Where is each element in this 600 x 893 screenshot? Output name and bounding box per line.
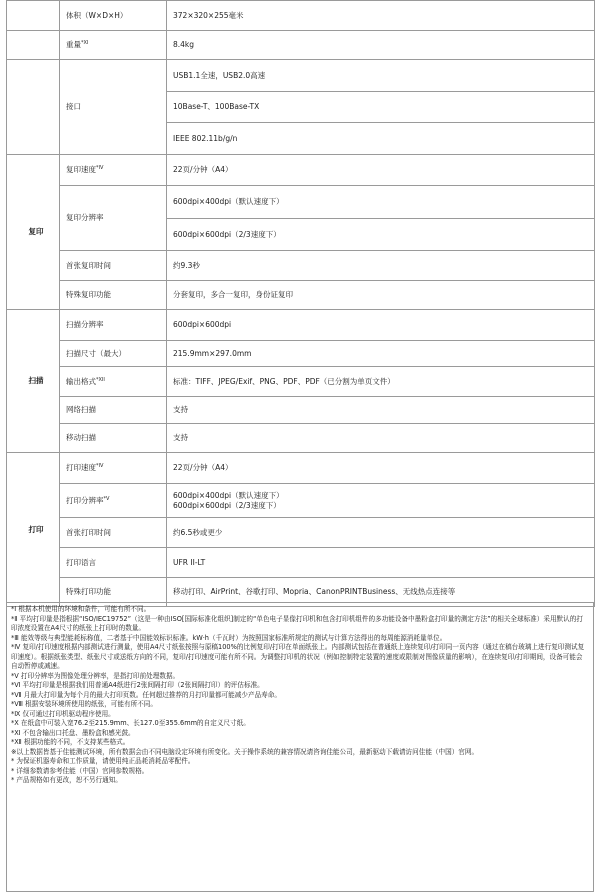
copy-special-label: 特殊复印功能 [60, 281, 167, 310]
footnote: *Ⅹ 在纸盒中可装入宽76.2至215.9mm、长127.0至355.6mm的自定义尺寸纸。 [11, 719, 250, 727]
footnote: *Ⅳ 复印/打印速度根据内部测试进行测量，使用A4尺寸纸张按照与原稿100%的比例复印/打印在单面纸张上。内部测试包括在普通纸上连续复印/打印同一页内容（通过在稿台玻璃上进行复印测试复印速度）。根据纸张类型、纸张尺寸或送纸方向的不同，复印/打印速度可能有所不同。为调整打印机的状况（例如控制特定装置的速度或限制对图像质量的影响），在连续复印/打印期间，设备可能会自动暂停或减速。 [11, 643, 585, 670]
footnote: *Ⅵ 平均打印量是根据我们用普通A4纸进行2张间隔打印（2张间隔打印）的评估标准。 [11, 681, 264, 689]
copy-resolution-value: 600dpi×600dpi（2/3速度下） [167, 219, 595, 251]
table-row [7, 397, 595, 424]
print-resolution-value: 600dpi×600dpi（2/3速度下） [173, 500, 281, 510]
category-copy: 复印 [7, 155, 60, 310]
table-row [7, 548, 595, 578]
interface-value: IEEE 802.11b/g/n [167, 123, 595, 155]
table-row [7, 60, 595, 92]
first-print-label: 首张打印时间 [60, 518, 167, 548]
table-row [7, 424, 595, 453]
note-ref: *V [103, 495, 110, 502]
copy-speed-value: 22页/分钟（A4） [167, 155, 595, 186]
scan-resolution-value: 600dpi×600dpi [167, 310, 595, 341]
table-row [7, 484, 595, 518]
table-row [7, 1, 595, 31]
category-scan: 扫描 [7, 310, 60, 453]
spec-table [6, 0, 595, 607]
scan-resolution-label: 扫描分辨率 [60, 310, 167, 341]
print-language-label: 打印语言 [60, 548, 167, 578]
footnote: *Ⅰ 根据本机使用的环境和条件，可能有所不同。 [11, 605, 151, 613]
mobile-scan-value: 支持 [167, 424, 595, 453]
first-print-value: 约6.5秒或更少 [167, 518, 595, 548]
table-row [7, 453, 595, 484]
first-copy-label: 首张复印时间 [60, 251, 167, 281]
table-row [7, 367, 595, 397]
category-print: 打印 [7, 453, 60, 607]
footnote: *Ⅲ 能效等级与典型能耗标称值，二者基于中国能效标识标准。kW·h（千瓦时）为按照国家标准所规定的测试与计算方法得出的每周能源消耗量单位。 [11, 633, 447, 642]
table-row [7, 251, 595, 281]
footnote: ※以上数据皆基于佳能测试环境，所有数据会由不同电脑设定环境有所变化。关于操作系统的兼容情况请咨询佳能公司，最新驱动下载请访问佳能（中国）官网。 [11, 747, 479, 756]
footnote: * 详细参数请参考佳能（中国）官网参数规格。 [11, 766, 149, 775]
table-row [7, 155, 595, 186]
volume-label: 体积（W×D×H） [60, 1, 167, 31]
table-row [7, 281, 595, 310]
scan-format-value: 标准：TIFF、JPEG/Exif、PNG、PDF、PDF（已分割为单页文件） [167, 367, 595, 397]
print-language-value: UFR II-LT [167, 548, 595, 578]
footnote: *Ⅴ 打印分辨率为图像处理分辨率，是指打印前处理数据。 [11, 671, 180, 680]
mobile-scan-label: 移动扫描 [60, 424, 167, 453]
volume-value: 372×320×255毫米 [167, 1, 595, 31]
footnote: *Ⅸ 仅可通过打印机驱动程序使用。 [11, 709, 115, 718]
footnote: * 产品规格如有更改，恕不另行通知。 [11, 776, 122, 784]
network-scan-value: 支持 [167, 397, 595, 424]
note-ref: *XI [81, 40, 89, 46]
network-scan-label: 网络扫描 [60, 397, 167, 424]
print-special-value: 移动打印、AirPrint、谷歌打印、Mopria、CanonPRINTBusiness、无线热点连接等 [167, 578, 595, 607]
table-row [7, 186, 595, 219]
weight-label: 重量 [66, 40, 81, 49]
interface-label: 接口 [60, 60, 167, 155]
footnote: *Ⅶ 月最大打印量为每个月的最大打印页数。任何超过推荐的月打印量都可能减少产品寿命。 [11, 690, 281, 699]
print-resolution-label: 打印分辨率 [66, 495, 104, 505]
weight-value: 8.4kg [167, 31, 595, 60]
print-resolution-value: 600dpi×400dpi（默认速度下） [173, 490, 284, 500]
footnote: *Ⅺ 不包含输出口托盘、墨粉盒和感光鼓。 [11, 728, 135, 737]
copy-resolution-label: 复印分辨率 [60, 186, 167, 251]
scan-size-value: 215.9mm×297.0mm [167, 341, 595, 367]
table-row [7, 341, 595, 367]
copy-speed-label: 复印速度 [66, 165, 96, 174]
note-ref: *IV [96, 165, 104, 171]
note-ref: *XII [96, 376, 105, 383]
footnote: * 为保证机器寿命和工作质量，请使用纯正品耗消耗品零配件。 [11, 757, 195, 765]
scan-format-label: 输出格式 [66, 376, 96, 386]
note-ref: *IV [96, 463, 104, 469]
footnote: *Ⅷ 根据安装环境所使用的纸张，可能有所不同。 [11, 700, 157, 708]
copy-resolution-value: 600dpi×400dpi（默认速度下） [167, 186, 595, 219]
footnote: *Ⅱ 平均打印量是指根据“ISO/IEC19752”（这是一种由ISO[国际标准化组织]制定的“单色电子显像打印机和包含打印机组件的多功能设备中墨粉盒打印量的测定方法”的相关全球标准）采用默认的打印浓度设置在A4尺寸的纸张上打印时的数量。 [11, 614, 583, 632]
scan-size-label: 扫描尺寸（最大） [60, 341, 167, 367]
interface-value: 10Base-T、100Base-TX [167, 92, 595, 123]
footnote: *Ⅻ 根据功能的不同，不支持某些格式。 [11, 738, 130, 746]
footnotes [6, 602, 594, 892]
copy-special-value: 分套复印，多合一复印，身份证复印 [167, 281, 595, 310]
print-speed-label: 打印速度 [66, 463, 96, 472]
print-special-label: 特殊打印功能 [60, 578, 167, 607]
interface-value: USB1.1全速，USB2.0高速 [167, 60, 595, 92]
first-copy-value: 约9.3秒 [167, 251, 595, 281]
table-row [7, 310, 595, 341]
table-row [7, 31, 595, 60]
print-speed-value: 22页/分钟（A4） [167, 453, 595, 484]
table-row [7, 518, 595, 548]
